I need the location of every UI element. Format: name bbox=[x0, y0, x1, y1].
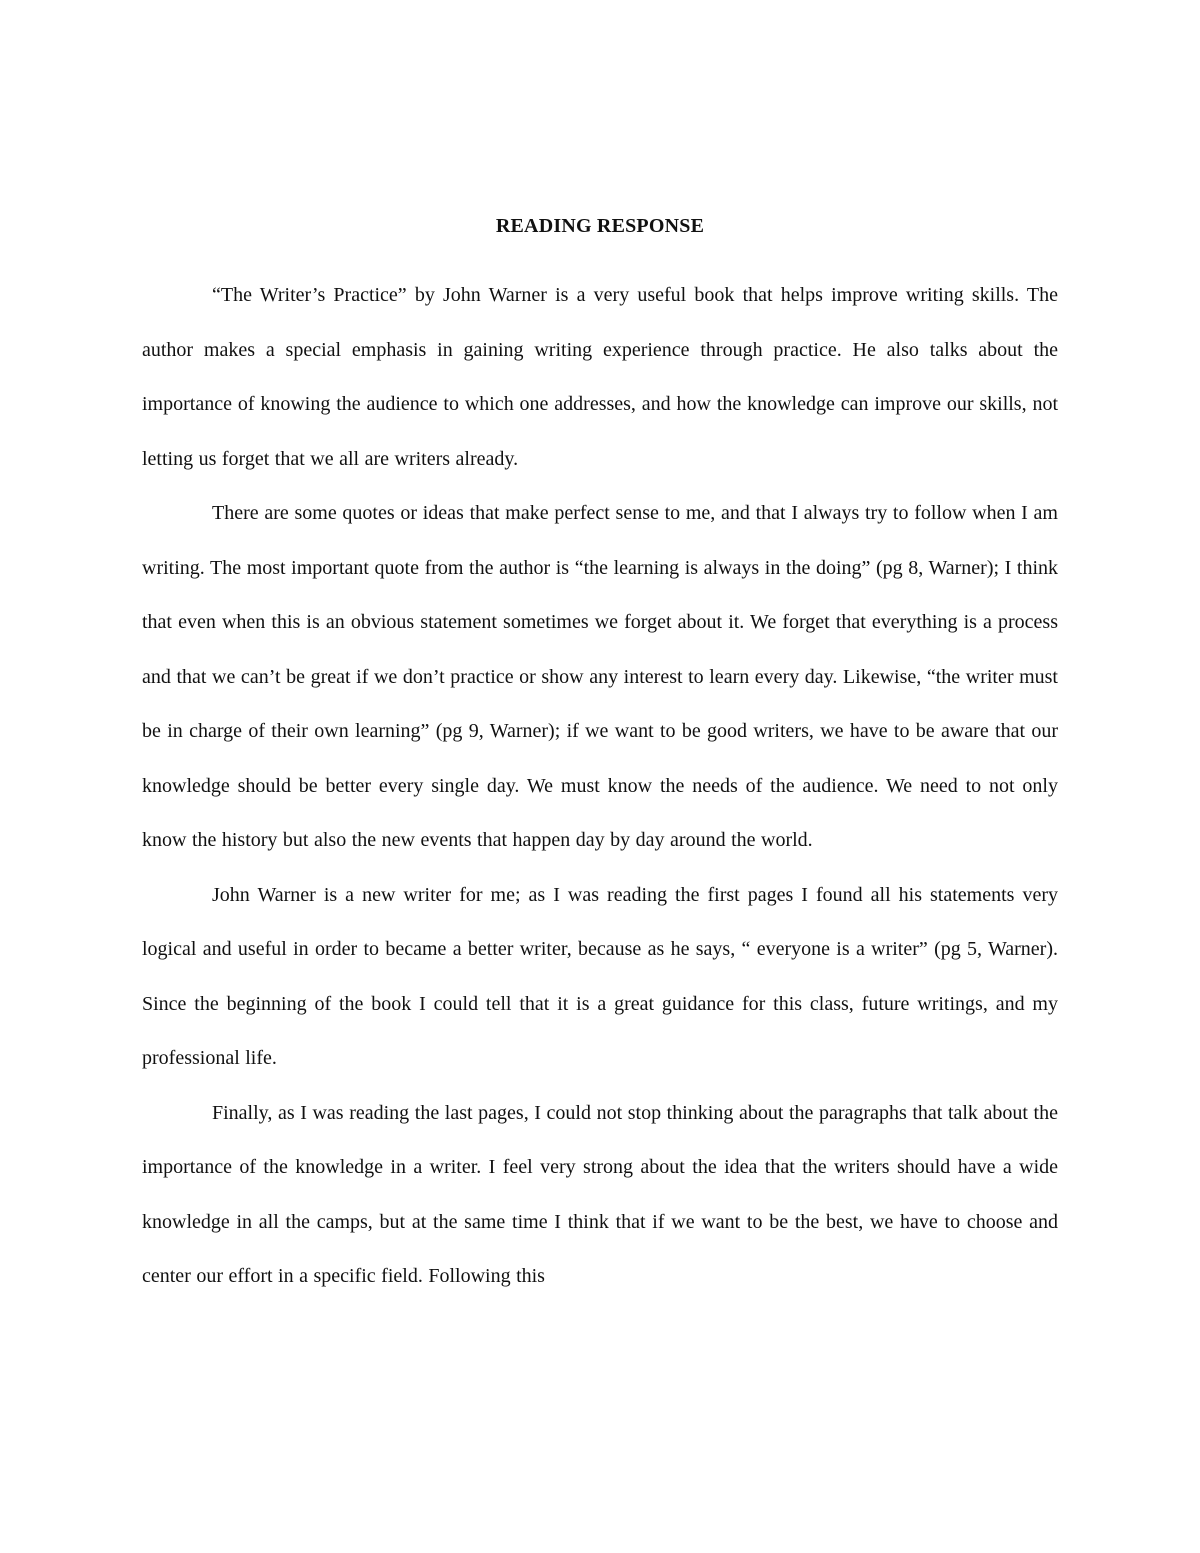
paragraph-2: There are some quotes or ideas that make perfect sense to me, and that I always try to follow when I am writing. The most important quote from the author is “the learning is always in the doing” (pg 8, Warner); I think that even when this is an obvious statement sometimes we forget about it. We forget that everything is a process and that we can’t be great if we don’t practice or show any interest to learn every day. Likewise, “the writer must be in charge of their own learning” (pg 9, Warner); if we want to be good writers, we have to be aware that our knowledge should be better every single day. We must know the needs of the audience. We need to not only know the history but also the new events that happen day by day around the world. bbox=[142, 502, 1058, 851]
paragraph-3: John Warner is a new writer for me; as I was reading the first pages I found all his statements very logical and useful in order to became a better writer, because as he says, “ everyone is a writer” (pg 5, Warner). Since the beginning of the book I could tell that it is a great guidance for this class, future writings, and my professional life. bbox=[142, 883, 1058, 1069]
document-body bbox=[142, 208, 1058, 1304]
document-title: READING RESPONSE bbox=[495, 215, 705, 237]
paragraph-4: Finally, as I was reading the last pages, I could not stop thinking about the paragraphs that talk about the importance of the knowledge in a writer. I feel very strong about the idea that the writers should have a wide knowledge in all the camps, but at the same time I think that if we want to be the best, we have to choose and center our effort in a specific field. Following this bbox=[142, 1101, 1058, 1287]
paragraph-1: “The Writer’s Practice” by John Warner is a very useful book that helps improve writing skills. The author makes a special emphasis in gaining writing experience through practice. He also talks about the importance of knowing the audience to which one addresses, and how the knowledge can improve our skills, not letting us forget that we all are writers already. bbox=[142, 284, 1058, 470]
